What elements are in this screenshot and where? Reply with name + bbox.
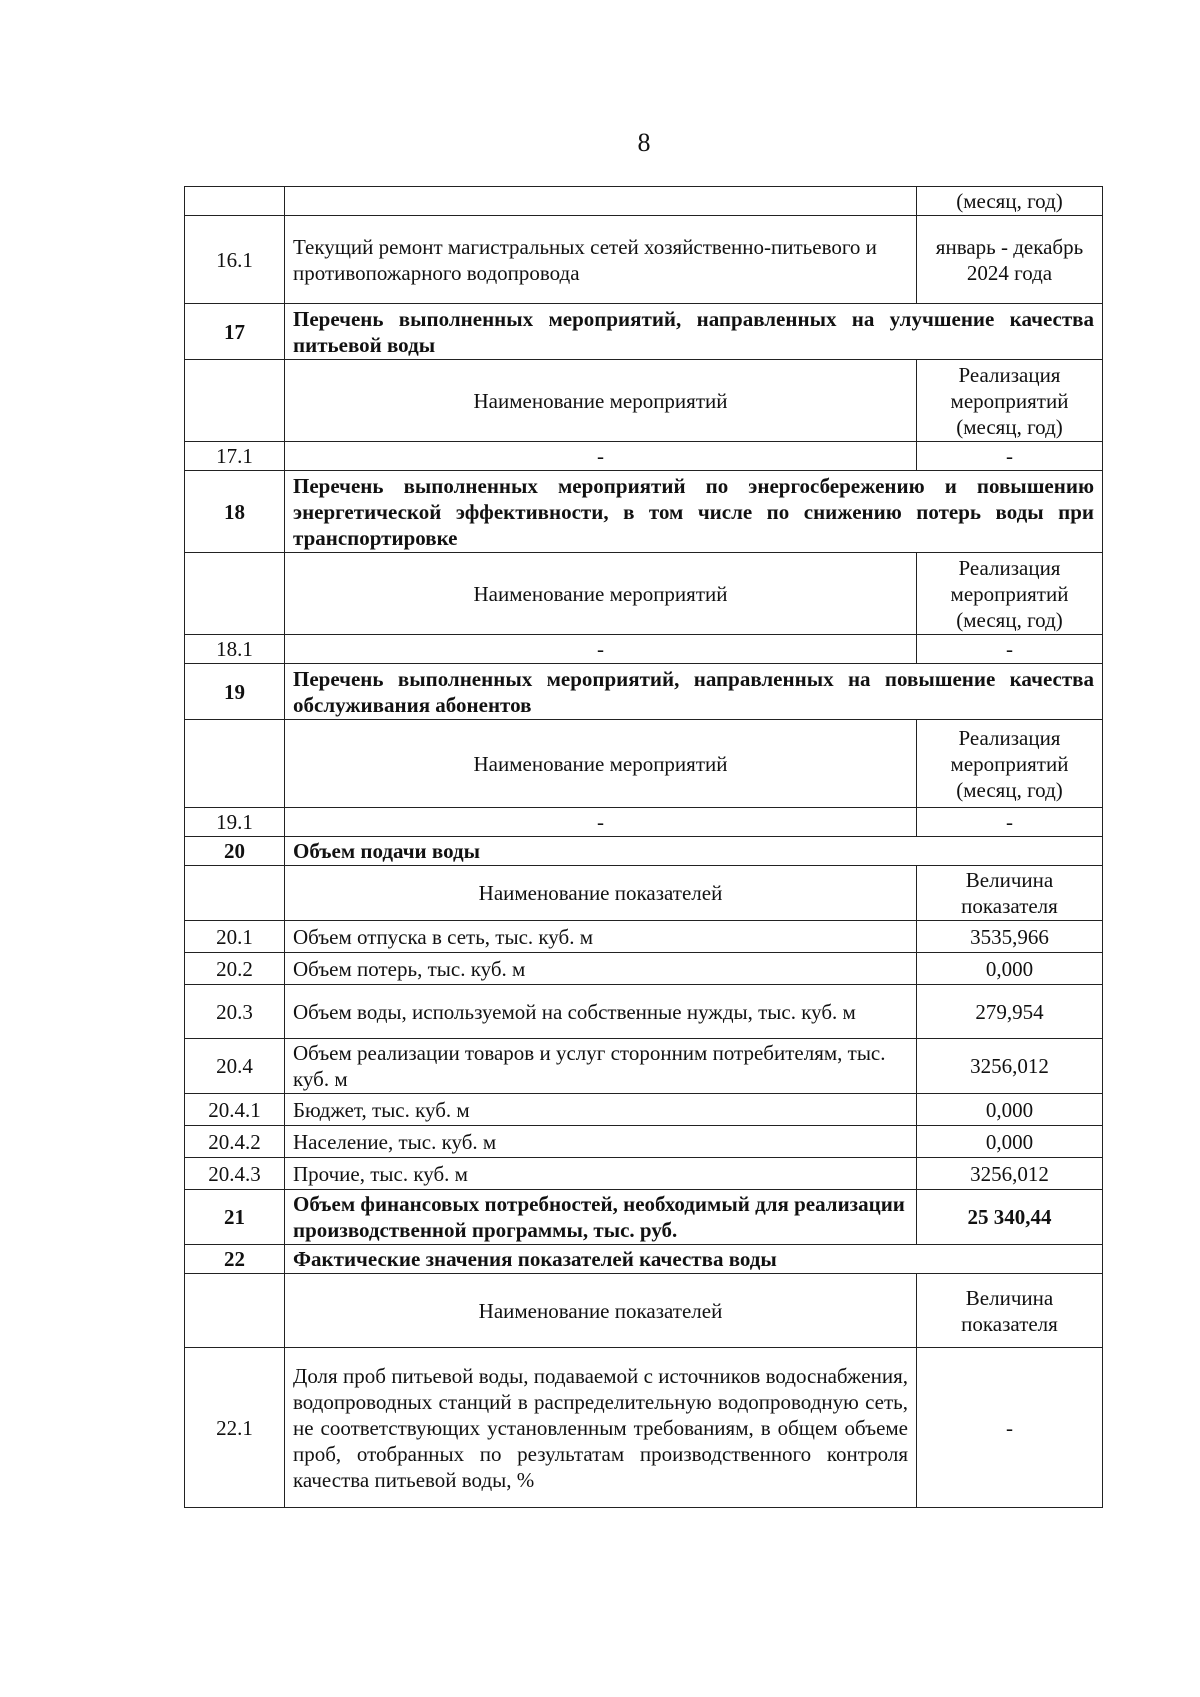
- value-cell: 0,000: [917, 1126, 1103, 1158]
- column-header: Величина показателя: [917, 1274, 1103, 1348]
- table-row: [185, 921, 1103, 953]
- section-title: Объем подачи воды: [285, 837, 1103, 866]
- value-cell: 0,000: [917, 1094, 1103, 1126]
- page-number: 8: [637, 128, 651, 157]
- num-cell: 20.3: [185, 985, 285, 1039]
- table-row: [185, 187, 1103, 216]
- text-cell: Прочие, тыс. куб. м: [285, 1158, 917, 1190]
- num-cell: [185, 553, 285, 635]
- table-row: [185, 1039, 1103, 1094]
- num-cell: 20.4.1: [185, 1094, 285, 1126]
- section-title: Перечень выполненных мероприятий, направленных на улучшение качества питьевой воды: [285, 304, 1103, 360]
- section-num: 18: [185, 471, 285, 553]
- text-cell: -: [285, 808, 917, 837]
- value-cell: январь - декабрь 2024 года: [917, 216, 1103, 304]
- table-header-row: [185, 1274, 1103, 1348]
- num-cell: [185, 1274, 285, 1348]
- section-num: 21: [185, 1190, 285, 1245]
- column-header: Реализация мероприятий (месяц, год): [917, 720, 1103, 808]
- section-title: Перечень выполненных мероприятий по энергосбережению и повышению энергетической эффективности, в том числе по снижению потерь воды при транспортировке: [285, 471, 1103, 553]
- text-cell: Бюджет, тыс. куб. м: [285, 1094, 917, 1126]
- value-cell: -: [917, 442, 1103, 471]
- table-row: [185, 953, 1103, 985]
- table-row: [185, 1158, 1103, 1190]
- table-row: [185, 808, 1103, 837]
- column-header: Наименование мероприятий: [285, 553, 917, 635]
- text-cell: Объем воды, используемой на собственные нужды, тыс. куб. м: [285, 985, 917, 1039]
- column-header: Наименование показателей: [285, 866, 917, 921]
- table-row: [185, 1126, 1103, 1158]
- section-row: [185, 471, 1103, 553]
- text-cell: [285, 187, 917, 216]
- num-cell: [185, 720, 285, 808]
- text-cell: -: [285, 442, 917, 471]
- value-cell: 0,000: [917, 953, 1103, 985]
- section-num: 20: [185, 837, 285, 866]
- value-cell: -: [917, 1348, 1103, 1508]
- value-cell: 3256,012: [917, 1039, 1103, 1094]
- text-cell: Объем потерь, тыс. куб. м: [285, 953, 917, 985]
- section-row: [185, 1190, 1103, 1245]
- value-cell: 3535,966: [917, 921, 1103, 953]
- program-table: [184, 186, 1103, 1508]
- section-title: Фактические значения показателей качества воды: [285, 1245, 1103, 1274]
- value-cell: -: [917, 635, 1103, 664]
- column-header: Наименование показателей: [285, 1274, 917, 1348]
- table-header-row: [185, 360, 1103, 442]
- num-cell: 20.4.2: [185, 1126, 285, 1158]
- column-header: Реализация мероприятий (месяц, год): [917, 360, 1103, 442]
- table-row: [185, 985, 1103, 1039]
- num-cell: 20.4: [185, 1039, 285, 1094]
- num-cell: 20.4.3: [185, 1158, 285, 1190]
- table-row: [185, 1348, 1103, 1508]
- num-cell: 17.1: [185, 442, 285, 471]
- value-cell: (месяц, год): [917, 187, 1103, 216]
- table-row: [185, 1094, 1103, 1126]
- table-row: [185, 216, 1103, 304]
- num-cell: [185, 187, 285, 216]
- num-cell: [185, 360, 285, 442]
- num-cell: 19.1: [185, 808, 285, 837]
- table-header-row: [185, 866, 1103, 921]
- num-cell: 20.2: [185, 953, 285, 985]
- table-header-row: [185, 553, 1103, 635]
- section-row: [185, 304, 1103, 360]
- column-header: Величина показателя: [917, 866, 1103, 921]
- num-cell: 22.1: [185, 1348, 285, 1508]
- column-header: Наименование мероприятий: [285, 360, 917, 442]
- column-header: Реализация мероприятий (месяц, год): [917, 553, 1103, 635]
- num-cell: [185, 866, 285, 921]
- table-row: [185, 635, 1103, 664]
- value-cell: -: [917, 808, 1103, 837]
- value-cell: 3256,012: [917, 1158, 1103, 1190]
- text-cell: Население, тыс. куб. м: [285, 1126, 917, 1158]
- text-cell: Объем отпуска в сеть, тыс. куб. м: [285, 921, 917, 953]
- text-cell: Текущий ремонт магистральных сетей хозяйственно-питьевого и противопожарного водопровода: [285, 216, 917, 304]
- section-num: 22: [185, 1245, 285, 1274]
- value-cell: 279,954: [917, 985, 1103, 1039]
- column-header: Наименование мероприятий: [285, 720, 917, 808]
- section-row: [185, 664, 1103, 720]
- num-cell: 18.1: [185, 635, 285, 664]
- section-num: 19: [185, 664, 285, 720]
- section-title: Перечень выполненных мероприятий, направленных на повышение качества обслуживания абонентов: [285, 664, 1103, 720]
- text-cell: Объем реализации товаров и услуг сторонним потребителям, тыс. куб. м: [285, 1039, 917, 1094]
- section-row: [185, 1245, 1103, 1274]
- table-header-row: [185, 720, 1103, 808]
- section-num: 17: [185, 304, 285, 360]
- num-cell: 20.1: [185, 921, 285, 953]
- value-cell: 25 340,44: [917, 1190, 1103, 1245]
- table-row: [185, 442, 1103, 471]
- text-cell: -: [285, 635, 917, 664]
- section-title: Объем финансовых потребностей, необходимый для реализации производственной программы, тыс. руб.: [285, 1190, 917, 1245]
- section-row: [185, 837, 1103, 866]
- text-cell: Доля проб питьевой воды, подаваемой с источников водоснабжения, водопроводных станций в распределительную водопроводную сеть, не соответствующих установленным требованиям, в общем объеме проб, отобранных по результатам производственного контроля качества питьевой воды, %: [285, 1348, 917, 1508]
- num-cell: 16.1: [185, 216, 285, 304]
